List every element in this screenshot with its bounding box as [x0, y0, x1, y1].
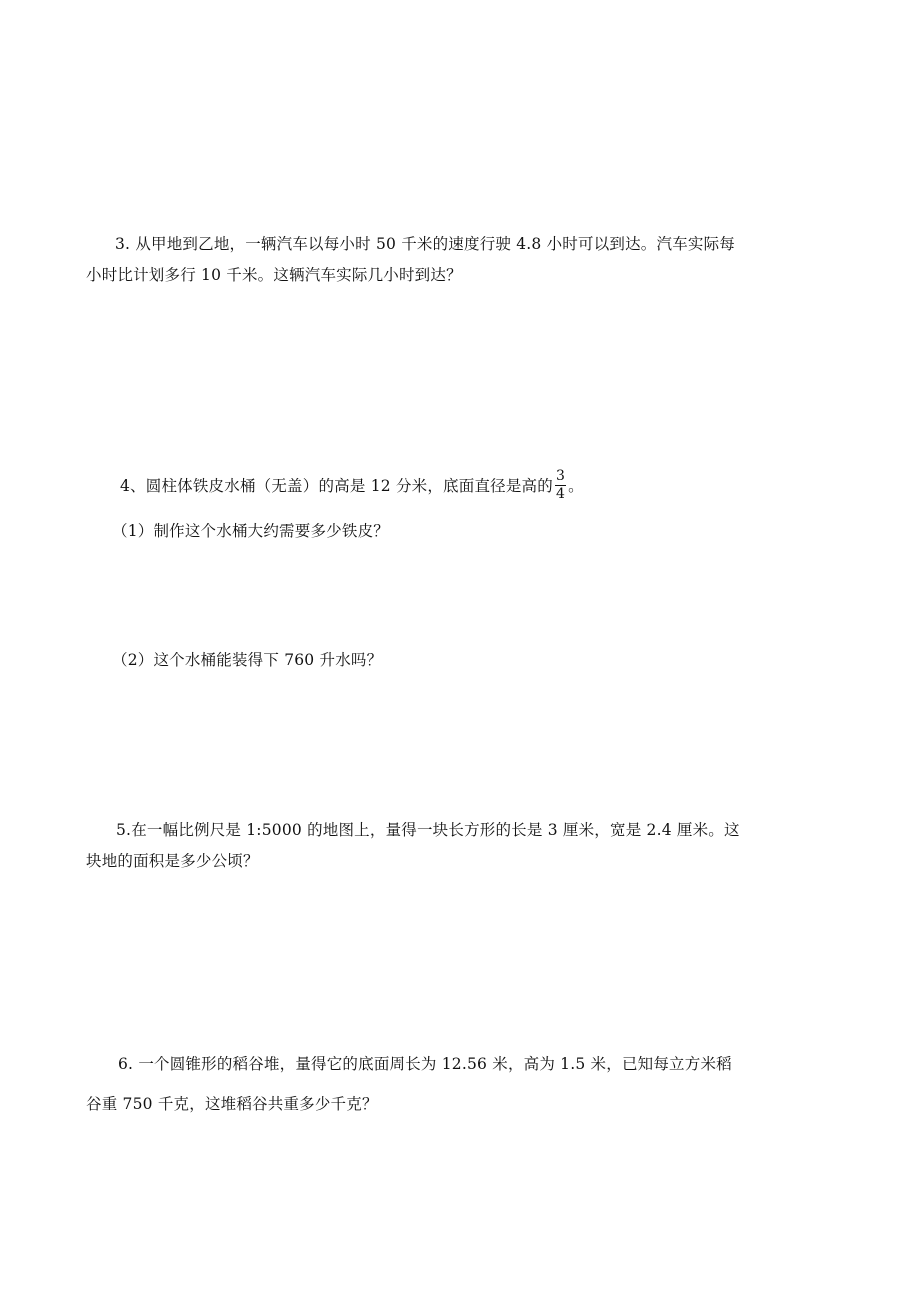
fraction-three-quarters — [555, 468, 566, 503]
problem-5-line-1: 5.在一幅比例尺是 1:5000 的地图上，量得一块长方形的长是 3 厘米，宽是 2.4 厘米。这 — [116, 821, 740, 839]
problem-4-text: 4、圆柱体铁皮水桶（无盖）的高是 12 分米，底面直径是高的 — [120, 477, 553, 495]
problem-4-period: 。 — [568, 477, 584, 495]
problem-3-line-2: 小时比计划多行 10 千米。这辆汽车实际几小时到达？ — [86, 266, 462, 284]
problem-6-line-2: 谷重 750 千克，这堆稻谷共重多少千克？ — [86, 1095, 378, 1113]
problem-3-line-1: 3. 从甲地到乙地，一辆汽车以每小时 50 千米的速度行驶 4.8 小时可以到达。汽车实际每 — [115, 235, 735, 253]
problem-4-subquestion-1: （1）制作这个水桶大约需要多少铁皮？ — [112, 522, 389, 540]
problem-4-statement — [120, 466, 584, 506]
problem-6-line-1: 6. 一个圆锥形的稻谷堆，量得它的底面周长为 12.56 米，高为 1.5 米，已知每立方米稻 — [118, 1055, 732, 1073]
problem-5-line-2: 块地的面积是多少公顷？ — [86, 852, 259, 870]
fraction-denominator: 4 — [555, 485, 566, 502]
problem-4-subquestion-2: （2）这个水桶能装得下 760 升水吗？ — [112, 651, 383, 669]
fraction-numerator: 3 — [555, 467, 566, 484]
